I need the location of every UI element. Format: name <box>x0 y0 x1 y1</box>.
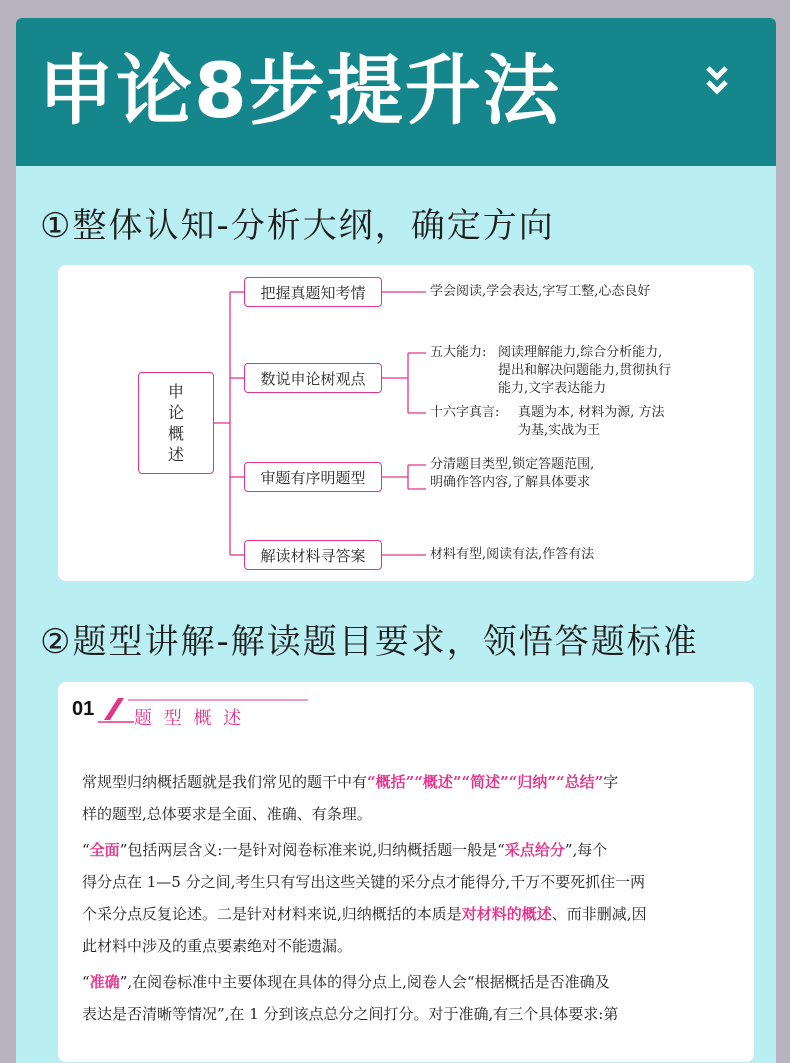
mindmap-root-char: 概 <box>167 424 184 443</box>
mindmap-detail: 分清题目类型,锁定答题范围, <box>430 457 595 472</box>
mindmap-branch-1: 把握真题知考情 <box>244 277 382 307</box>
mindmap-sub-title: 十六字真言: <box>430 405 500 420</box>
mindmap-branch-2: 数说申论树观点 <box>244 363 382 393</box>
paragraph-line <box>82 866 772 898</box>
text-run: 个采分点反复论述。二是针对材料来说,归纳概括的本质是 <box>82 905 462 923</box>
paragraph-line <box>82 898 772 930</box>
article-paragraph <box>82 966 772 1030</box>
text-run: ”,每个 <box>564 841 608 859</box>
article-panel <box>58 682 754 1062</box>
paragraph-line <box>82 798 772 830</box>
paragraph-line <box>82 930 772 962</box>
paragraph-line <box>82 834 772 866</box>
page-header <box>16 18 776 166</box>
mindmap-sub-title: 五大能力: <box>430 345 487 360</box>
mindmap-root-char: 述 <box>167 445 184 464</box>
mindmap-root <box>138 372 214 474</box>
double-chevron-down-icon[interactable] <box>704 62 730 98</box>
mindmap-root-char: 论 <box>167 403 184 422</box>
article-paragraph <box>82 766 772 830</box>
text-run: 字 <box>603 773 619 791</box>
highlighted-term: “概括”“概述”“简述”“归纳”“总结” <box>367 773 604 791</box>
mindmap-detail: 学会阅读,学会表达,字写工整,心态良好 <box>430 284 651 299</box>
mindmap-root-char: 申 <box>167 382 184 401</box>
text-run: 表达是否清晰等情况”,在 1 分到该点总分之间打分。对于准确,有三个具体要求:第 <box>82 1005 619 1023</box>
mindmap-sub-line: 阅读理解能力,综合分析能力, <box>498 345 663 360</box>
mindmap-detail: 明确作答内容,了解具体要求 <box>430 475 591 490</box>
mindmap-branch-3: 审题有序明题型 <box>244 462 382 492</box>
mindmap-detail: 材料有型,阅读有法,作答有法 <box>430 547 595 562</box>
paragraph-line <box>82 998 772 1030</box>
article-number: 01 <box>72 698 95 720</box>
text-run: ”,在阅卷标准中主要体现在具体的得分点上,阅卷人会“根据概括是否准确及 <box>119 973 610 991</box>
text-run: 常规型归纳概括题就是我们常见的题干中有 <box>82 773 368 791</box>
article-paragraph <box>82 834 772 962</box>
text-run: “ <box>82 841 90 859</box>
text-run: 得分点在 1—5 分之间,考生只有写出这些关键的采分点才能得分,千万不要死抓住一两 <box>82 873 646 891</box>
mindmap-sub-line: 提出和解决问题能力,贯彻执行 <box>498 363 672 378</box>
paragraph-line <box>82 766 772 798</box>
mindmap-sub-line: 能力,文字表达能力 <box>498 381 607 396</box>
page-card <box>16 18 776 1063</box>
text-run: ”包括两层含义:一是针对阅卷标准来说,归纳概括题一般是“ <box>119 841 505 859</box>
page-title: 申论8步提升法 <box>38 46 561 135</box>
highlighted-term: 采点给分 <box>504 841 565 859</box>
text-run: 样的题型,总体要求是全面、准确、有条理。 <box>82 805 372 823</box>
mindmap-panel <box>58 265 754 581</box>
mindmap-sub-line: 为基,实战为王 <box>518 423 601 438</box>
article-heading: 题 型 概 述 <box>134 708 245 729</box>
mindmap-branch-4: 解读材料寻答案 <box>244 540 382 570</box>
section-title-2: ②题型讲解-解读题目要求，领悟答题标准 <box>40 622 699 662</box>
text-run: 、而非删减,因 <box>551 905 647 923</box>
paragraph-line <box>82 966 772 998</box>
section-title-1: ①整体认知-分析大纲，确定方向 <box>40 206 555 246</box>
highlighted-term: 准确 <box>89 973 120 991</box>
highlighted-term: 全面 <box>89 841 120 859</box>
highlighted-term: 对材料的概述 <box>461 905 552 923</box>
text-run: “ <box>82 973 90 991</box>
mindmap-sub-line: 真题为本, 材料为源, 方法 <box>518 405 665 420</box>
text-run: 此材料中涉及的重点要素绝对不能遗漏。 <box>82 937 353 955</box>
